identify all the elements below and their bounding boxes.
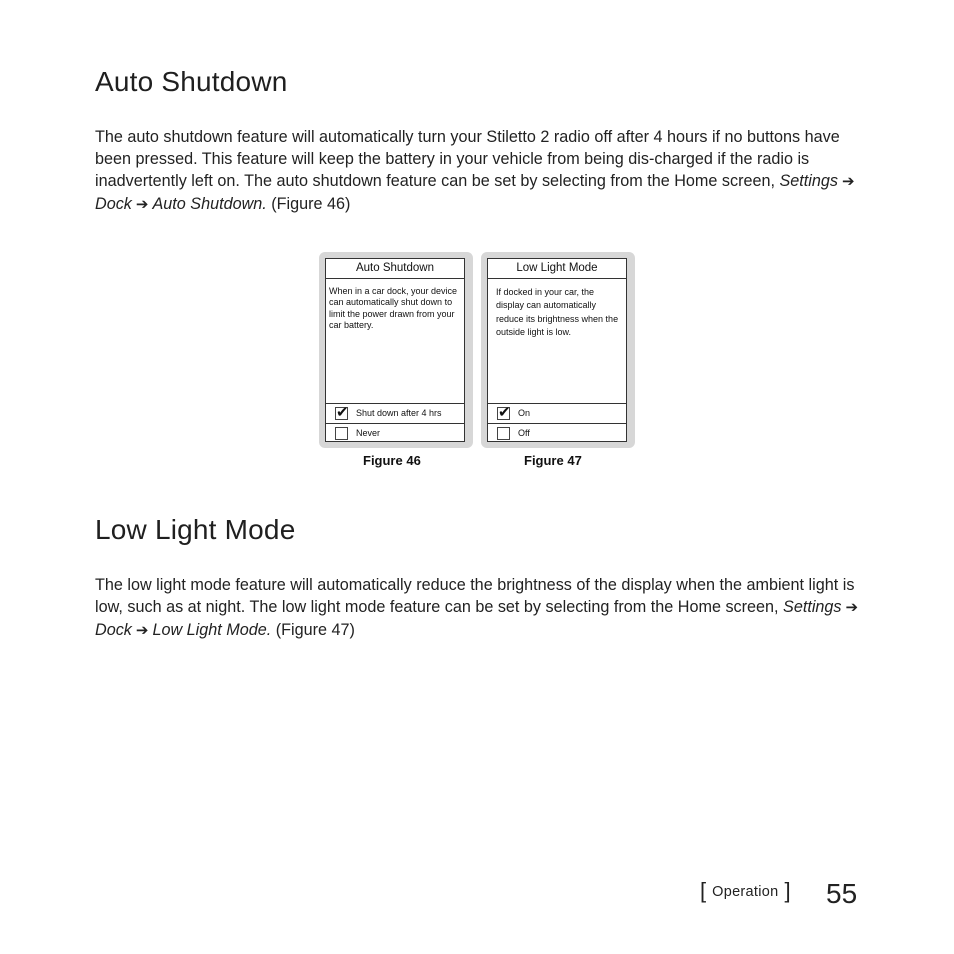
right-arrow-icon: ➔ bbox=[841, 173, 855, 190]
footer-section-label bbox=[700, 878, 791, 904]
figure-46-device bbox=[319, 252, 473, 448]
figure-47-caption: Figure 47 bbox=[524, 453, 582, 468]
option-label: Never bbox=[356, 428, 381, 438]
auto-shutdown-paragraph bbox=[95, 126, 865, 216]
device-screen bbox=[325, 258, 465, 442]
path-settings: Settings bbox=[783, 598, 842, 616]
option-never[interactable] bbox=[326, 423, 464, 443]
figure-reference: (Figure 47) bbox=[271, 621, 355, 639]
option-on[interactable] bbox=[488, 403, 626, 423]
checkbox[interactable] bbox=[335, 404, 349, 421]
screen-description: If docked in your car, the display can automatically reduce its brightness when the outside light is low. bbox=[496, 287, 619, 338]
bracket-close: ] bbox=[784, 878, 791, 903]
checkbox[interactable] bbox=[335, 427, 348, 440]
screen-description: When in a car dock, your device can automatically shut down to limit the power drawn from your car battery. bbox=[329, 286, 458, 330]
page-number: 55 bbox=[826, 878, 858, 909]
right-arrow-icon: ➔ bbox=[135, 196, 149, 213]
checkmark-icon: ✔ bbox=[336, 404, 349, 421]
screen-title: Auto Shutdown bbox=[326, 259, 464, 279]
checkbox[interactable] bbox=[497, 427, 510, 440]
bracket-open: [ bbox=[700, 878, 707, 903]
low-light-mode-paragraph bbox=[95, 574, 865, 642]
checkbox[interactable] bbox=[497, 404, 511, 421]
auto-shutdown-text: The auto shutdown feature will automatically turn your Stiletto 2 radio off after 4 hours if no buttons have been pressed. This feature will keep the battery in your vehicle from being dis-charged if the radio is inadvertently left on. The auto shutdown feature can be set by selecting from the Home screen, bbox=[95, 128, 840, 190]
low-light-text: The low light mode feature will automatically reduce the brightness of the display when the ambient light is low, such as at night. The low light mode feature can be set by selecting from the Home screen, bbox=[95, 576, 855, 616]
path-dock: Dock bbox=[95, 621, 132, 639]
option-shut-down-after-4-hrs[interactable] bbox=[326, 403, 464, 423]
right-arrow-icon: ➔ bbox=[135, 622, 149, 639]
device-screen bbox=[487, 258, 627, 442]
path-auto-shutdown: Auto Shutdown. bbox=[152, 195, 267, 213]
path-dock: Dock bbox=[95, 195, 132, 213]
path-settings: Settings bbox=[779, 172, 838, 190]
figure-47-device bbox=[481, 252, 635, 448]
option-off[interactable] bbox=[488, 423, 626, 443]
checkmark-icon: ✔ bbox=[498, 404, 511, 421]
low-light-mode-heading: Low Light Mode bbox=[95, 514, 296, 545]
section-name: Operation bbox=[712, 884, 779, 900]
figure-reference: (Figure 46) bbox=[266, 195, 351, 213]
figure-46-caption: Figure 46 bbox=[363, 453, 421, 468]
option-label: Off bbox=[518, 428, 530, 438]
option-label: On bbox=[518, 408, 531, 418]
screen-title: Low Light Mode bbox=[488, 259, 626, 279]
right-arrow-icon: ➔ bbox=[845, 599, 859, 616]
path-low-light-mode: Low Light Mode. bbox=[152, 621, 272, 639]
option-label: Shut down after 4 hrs bbox=[356, 408, 442, 418]
auto-shutdown-heading: Auto Shutdown bbox=[95, 66, 288, 97]
